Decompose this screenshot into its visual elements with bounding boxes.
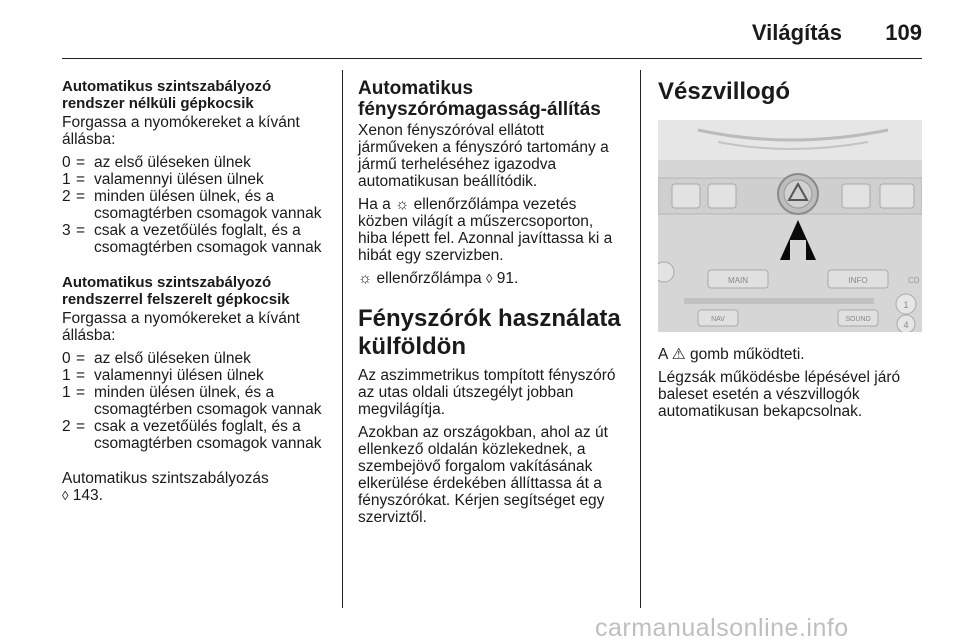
section-heading: Automatikus fényszórómagasság-állítás [358, 78, 601, 120]
sound-button-label: SOUND [845, 316, 871, 323]
preset-1-label: 1 [903, 300, 909, 310]
warning-lamp-icon: ☼ [395, 196, 410, 213]
list-item: 0 = az első üléseken ülnek [62, 350, 251, 367]
paragraph: Az aszimmetrikus tompított fényszóró az utas oldali útszegélyt jobban megvilágítja. [358, 367, 616, 418]
subheading: Automatikus szintszabályozó rendszer nélküli gépkocsik [62, 78, 272, 112]
section-title: Világítás [751, 20, 842, 45]
list-item: 1 = minden ülésen ülnek, és a csomagtérben csomagok vannak [62, 384, 322, 418]
paragraph: Forgassa a nyomókereket a kívánt állásba: [62, 114, 300, 148]
info-button-label: INFO [848, 276, 868, 285]
nav-button-label: NAV [711, 316, 725, 323]
page-ref-link[interactable]: 91. [496, 270, 519, 287]
list-item: 3 = csak a vezetőülés foglalt, és a csomagtérben csomagok vannak [62, 222, 322, 256]
subheading: Automatikus szintszabályozó rendszerrel felszerelt gépkocsik [62, 274, 290, 308]
section-heading: Fényszórók használata külföldön [358, 305, 621, 360]
list-item: 2 = minden ülésen ülnek, és a csomagtérben csomagok vannak [62, 188, 322, 222]
column-3 [658, 78, 922, 426]
watermark: carmanualsonline.info [595, 614, 849, 642]
column-1 [62, 78, 324, 510]
paragraph: Azokban az országokban, ahol az út ellenkező oldalán közlekednek, a szembejövő forgalom vakításának elkerülése érdekében állíttassa át a fényszórókat. Kérjen segítséget egy szerviztől. [358, 424, 608, 526]
main-button-label: MAIN [728, 276, 748, 285]
cross-reference: Automatikus szintszabályozás ◊ 143. [62, 470, 269, 504]
hazard-warning-icon: ⚠ [671, 346, 686, 363]
preset-4-label: 4 [903, 320, 909, 330]
page-ref-link[interactable]: 143. [72, 487, 103, 504]
cd-button-label: CD [908, 276, 920, 285]
list-item: 0 = az első üléseken ülnek [62, 154, 251, 171]
list-item: 1 = valamennyi ülésen ülnek [62, 367, 264, 384]
paragraph: Légzsák működésbe lépésével járó baleset esetén a vészvillogók automatikusan bekapcsolnak. [658, 369, 901, 420]
page-header [62, 14, 922, 59]
warning-lamp-icon: ☼ [358, 270, 373, 287]
hazard-button-photo [658, 120, 922, 332]
position-list [62, 350, 324, 452]
column-divider [342, 70, 343, 608]
list-item: 2 = csak a vezetőülés foglalt, és a csomagtérben csomagok vannak [62, 418, 322, 452]
section-heading: Vészvillogó [658, 78, 791, 105]
paragraph: Xenon fényszóróval ellátott járműveken a fényszóró tartomány a jármű terheléséhez igazodva automatikusan beállítódik. [358, 122, 609, 190]
list-item: 1 = valamennyi ülésen ülnek [62, 171, 264, 188]
paragraph: A ⚠ gomb működteti. [658, 346, 805, 363]
paragraph: Forgassa a nyomókereket a kívánt állásba: [62, 310, 300, 344]
column-divider [640, 70, 641, 608]
column-2 [358, 78, 624, 532]
page-ref-arrow-icon: ◊ [62, 488, 69, 503]
page-number: 109 [885, 20, 922, 45]
cross-reference: ☼ ellenőrzőlámpa ◊ 91. [358, 270, 519, 287]
page-ref-arrow-icon: ◊ [485, 271, 493, 286]
paragraph: Ha a ☼ ellenőrzőlámpa vezetés közben világít a műszercsoporton, hiba lépett fel. Azonnal javíttassa ki a hibát egy szervizben. [358, 196, 613, 264]
position-list [62, 154, 324, 256]
